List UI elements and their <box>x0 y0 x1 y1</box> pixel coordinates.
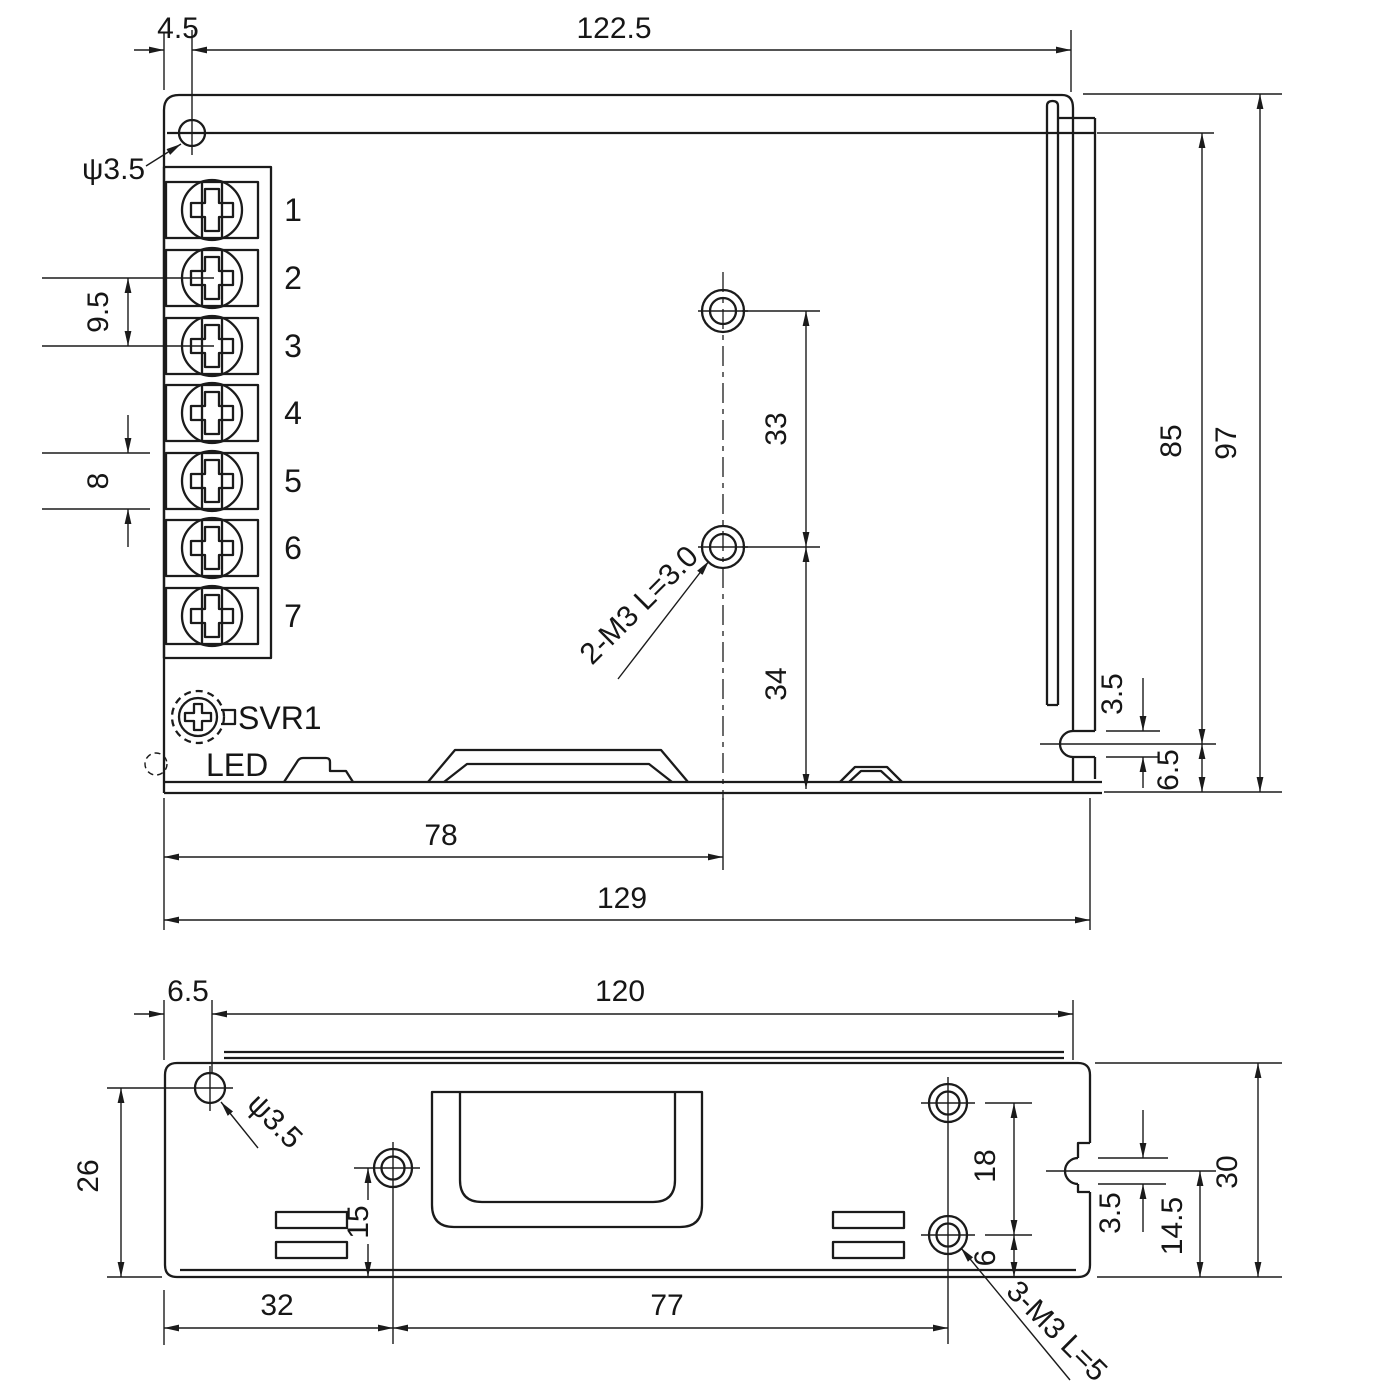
dim-30-label: 30 <box>1211 1155 1244 1189</box>
dim-hole-to-slot-120 <box>212 975 1073 1060</box>
dim-6_5-label: 6.5 <box>1152 749 1185 791</box>
dim-slot-width-3_5 <box>1096 673 1160 788</box>
hole-diameter-label: ψ3.5 <box>82 153 146 186</box>
terminal-screw <box>182 180 242 240</box>
dim-3_5-label: 3.5 <box>1096 673 1129 715</box>
dim-78-label: 78 <box>424 819 458 852</box>
terminal-screw <box>182 451 242 511</box>
screw-holes-right <box>921 1077 975 1344</box>
dim-122_5-label: 122.5 <box>576 12 652 45</box>
dim-hole-height-15 <box>342 1168 375 1277</box>
dim-85-label: 85 <box>1155 424 1188 458</box>
bottom-louvers <box>284 750 902 782</box>
dim-hole-spacing-18 <box>969 1103 1032 1235</box>
handle-cutout <box>432 1092 702 1227</box>
dim-18-label: 18 <box>969 1149 1002 1183</box>
dim-edge-to-hole-4_5 <box>134 12 199 112</box>
terminal-screw <box>182 518 242 578</box>
dim-32-label: 32 <box>260 1289 294 1322</box>
dim-6_5-bottom-label: 6.5 <box>167 975 209 1008</box>
led-label: LED <box>206 747 269 783</box>
dim-slot-to-bottom-6_5 <box>1152 744 1202 792</box>
dim-hole-to-slot-122_5 <box>192 12 1071 92</box>
terminal-screw <box>182 586 242 646</box>
base-mounting-holes <box>698 272 748 800</box>
dim-4_5-label: 4.5 <box>157 12 199 45</box>
dim-hole-to-bottom-34 <box>760 547 806 789</box>
terminal-number-3: 3 <box>284 328 302 364</box>
dim-width-129 <box>164 798 1090 930</box>
terminal-number-7: 7 <box>284 598 302 634</box>
dim-terminal-width <box>42 415 150 547</box>
terminal-width-label: 8 <box>82 472 115 490</box>
dim-hole-spacing-33 <box>742 311 820 547</box>
dim-terminal-pitch <box>42 278 214 346</box>
terminal-number-4: 4 <box>284 395 302 431</box>
dim-side-height-26 <box>72 1088 162 1277</box>
terminal-number-5: 5 <box>284 463 302 499</box>
dim-hole-diameter-bottom <box>221 1087 309 1155</box>
terminal-number-1: 1 <box>284 192 302 228</box>
side-mounting-hole <box>107 1066 233 1111</box>
dim-left-to-hole-32 <box>164 1289 393 1345</box>
side-keyhole-slot-bottom <box>1046 1158 1216 1184</box>
dim-edge-to-hole-6_5 <box>134 975 212 1074</box>
terminal-pitch-label: 9.5 <box>82 291 115 333</box>
terminal-screw <box>182 383 242 443</box>
bottom-view <box>72 975 1282 1388</box>
terminal-number-2: 2 <box>284 260 302 296</box>
screw-note: 2-M3 L=3.0 <box>573 539 705 671</box>
hole-diameter-label-bottom: ψ3.5 <box>240 1087 309 1156</box>
dim-hole-to-hole-77 <box>393 1289 948 1328</box>
dim-34-label: 34 <box>760 667 793 701</box>
dim-77-label: 77 <box>650 1289 684 1322</box>
side-keyhole-slot <box>1040 731 1216 757</box>
potentiometer <box>172 691 322 743</box>
screw-note-leader <box>574 540 709 679</box>
screw-hole-left <box>354 1142 420 1344</box>
dim-3_5-bottom-label: 3.5 <box>1094 1192 1127 1234</box>
corner-mounting-hole <box>170 112 214 155</box>
dim-120-label: 120 <box>594 975 646 1008</box>
pot-label: SVR1 <box>238 700 322 736</box>
terminal-number-6: 6 <box>284 530 302 566</box>
dim-33-label: 33 <box>760 412 793 446</box>
dim-14_5-label: 14.5 <box>1156 1196 1189 1256</box>
dim-15-label: 15 <box>342 1205 375 1239</box>
dim-26-label: 26 <box>72 1159 105 1193</box>
dim-hole-diameter <box>82 144 181 186</box>
dim-129-label: 129 <box>596 882 648 915</box>
dim-inner-height-85 <box>1097 133 1214 744</box>
bottom-view-outline <box>165 1052 1090 1277</box>
top-view <box>42 12 1282 930</box>
screw-note-bottom: 3-M3 L=5 <box>999 1274 1114 1389</box>
top-view-outline <box>164 95 1102 793</box>
dim-97-label: 97 <box>1210 426 1243 460</box>
terminal-block <box>164 167 302 658</box>
dim-6-label: 6 <box>969 1249 1002 1267</box>
